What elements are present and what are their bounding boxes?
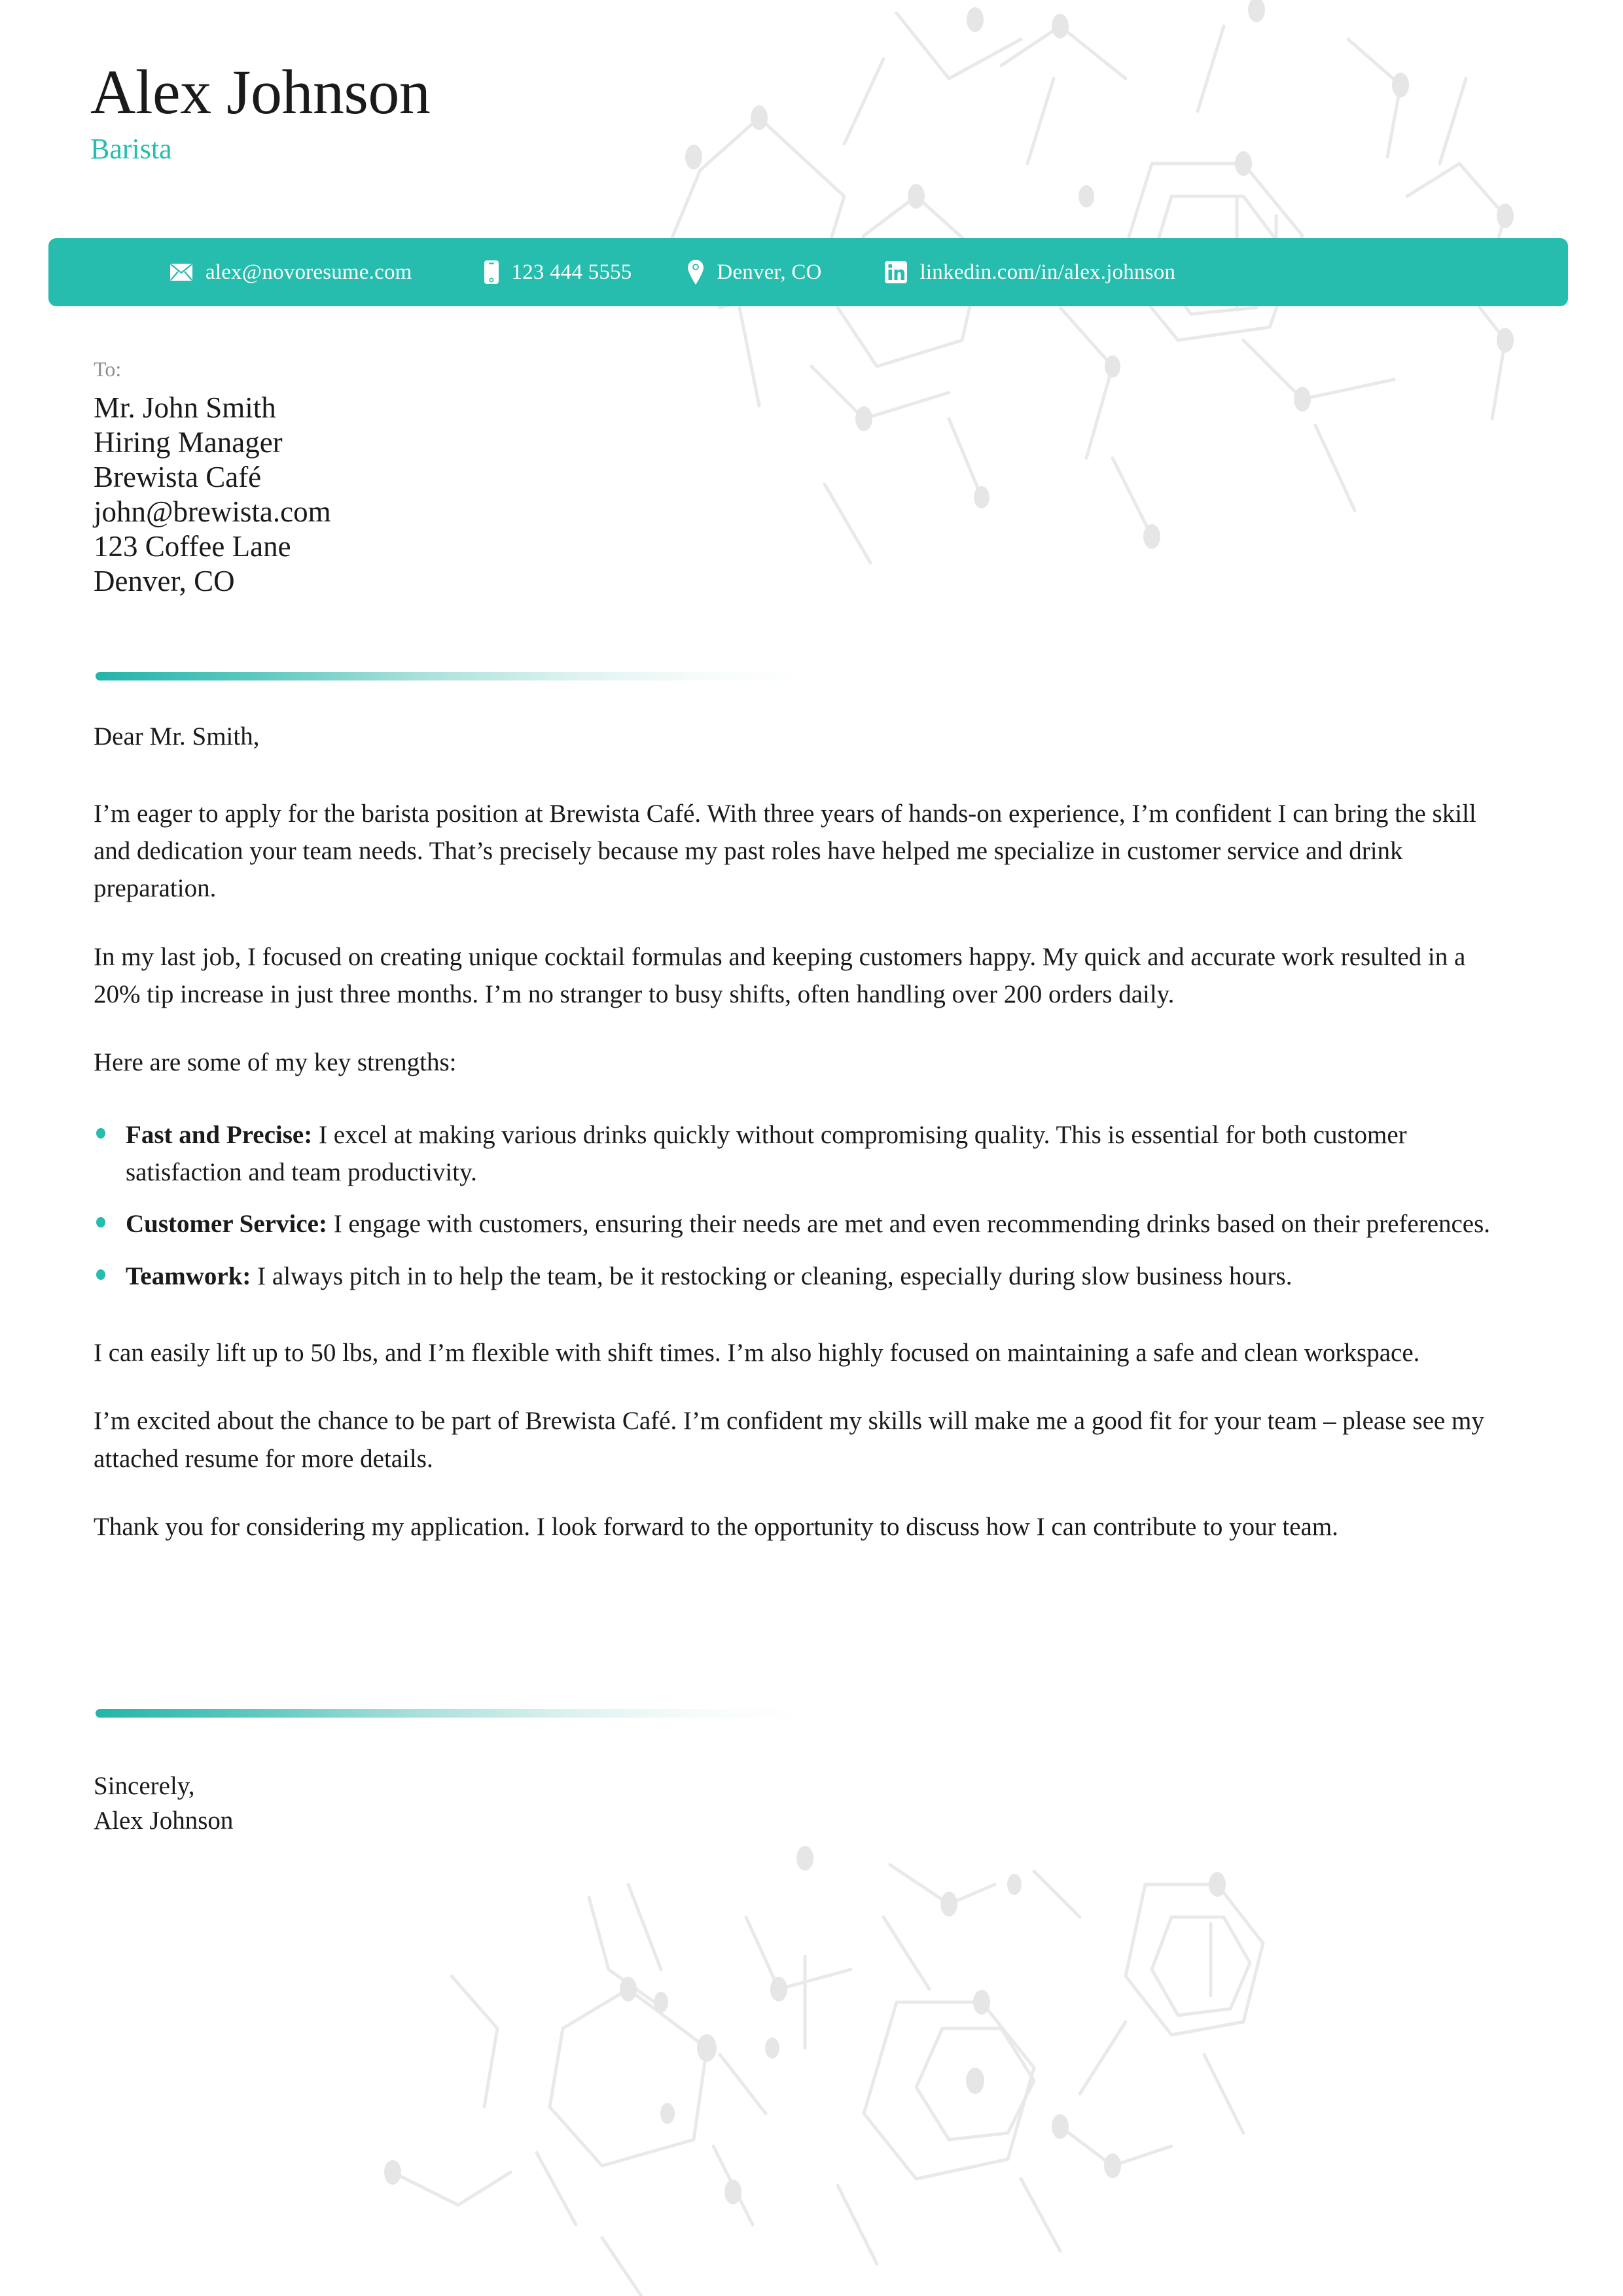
bullet-text: I always pitch in to help the team, be it restocking or cleaning, especially during slow business hours. — [251, 1262, 1293, 1290]
bullet-dot-icon — [96, 1217, 105, 1227]
bullet-title: Teamwork: — [126, 1262, 251, 1290]
contact-linkedin-label: linkedin.com/in/alex.johnson — [919, 260, 1176, 284]
paragraph-4: I’m excited about the chance to be part of Brewista Café. I’m confident my skills will make me a good fit for your team – please see my attached resume for more details. — [94, 1407, 1484, 1473]
contact-location[interactable] — [688, 260, 821, 285]
applicant-job-title: Barista — [90, 132, 172, 165]
bullet-title: Customer Service: — [126, 1210, 327, 1239]
divider-bottom — [96, 1709, 809, 1718]
strengths-intro: Here are some of my key strengths: — [94, 1048, 457, 1077]
contact-location-label: Denver, CO — [717, 260, 822, 284]
linkedin-icon — [885, 261, 907, 283]
signature-block — [94, 1769, 233, 1838]
contact-linkedin[interactable] — [885, 261, 1176, 283]
strengths-list — [94, 1116, 1508, 1295]
signature-name: Alex Johnson — [94, 1807, 234, 1835]
bullet-dot-icon — [96, 1269, 105, 1280]
recipient-name: Mr. John Smith — [94, 391, 276, 424]
recipient-title: Hiring Manager — [94, 426, 283, 459]
recipient-block — [94, 359, 331, 599]
to-label: To: — [94, 357, 122, 381]
recipient-street: 123 Coffee Lane — [94, 530, 291, 563]
paragraph-5: Thank you for considering my application. I look forward to the opportunity to discuss how I can contribute to your team. — [94, 1512, 1338, 1541]
bullet-title: Fast and Precise: — [126, 1120, 313, 1149]
contact-email[interactable] — [170, 262, 412, 283]
letter-body — [94, 720, 1508, 1576]
list-item — [94, 1116, 1508, 1192]
signature-closing: Sincerely, — [94, 1772, 195, 1800]
applicant-name: Alex Johnson — [90, 57, 431, 127]
phone-icon — [484, 260, 499, 284]
contact-phone-label: 123 444 5555 — [511, 260, 632, 284]
paragraph-3: I can easily lift up to 50 lbs, and I’m flexible with shift times. I’m also highly focused on maintaining a safe and clean workspace. — [94, 1338, 1420, 1367]
bullet-text: I engage with customers, ensuring their needs are met and even recommending drinks based on their preferences. — [327, 1210, 1491, 1239]
contact-email-label: alex@novoresume.com — [205, 260, 412, 284]
list-item — [94, 1258, 1508, 1295]
divider-top — [96, 672, 809, 680]
envelope-icon — [170, 264, 192, 281]
contact-bar — [48, 238, 1568, 306]
letter-header — [90, 57, 431, 165]
closing-paragraphs — [94, 1334, 1508, 1545]
list-item — [94, 1205, 1508, 1243]
paragraph-2: In my last job, I focused on creating unique cocktail formulas and keeping customers happy. My quick and accurate work resulted in a 20% tip increase in just three months. I’m no stranger to busy shifts, often handling over 200 orders daily. — [94, 942, 1466, 1008]
bullet-text: I excel at making various drinks quickly without compromising quality. This is essential for both customer satisfaction and team productivity. — [126, 1120, 1407, 1186]
recipient-company: Brewista Café — [94, 461, 262, 494]
bullet-dot-icon — [96, 1128, 105, 1139]
contact-phone[interactable] — [484, 260, 632, 284]
location-pin-icon — [688, 260, 704, 285]
recipient-city: Denver, CO — [94, 565, 235, 598]
paragraph-1: I’m eager to apply for the barista position at Brewista Café. With three years of hands-on experience, I’m confident I can bring the skill and dedication your team needs. That’s precisely because my past roles have helped me specialize in customer service and drink preparation. — [94, 799, 1476, 903]
salutation: Dear Mr. Smith, — [94, 722, 260, 751]
recipient-email: john@brewista.com — [94, 495, 331, 529]
